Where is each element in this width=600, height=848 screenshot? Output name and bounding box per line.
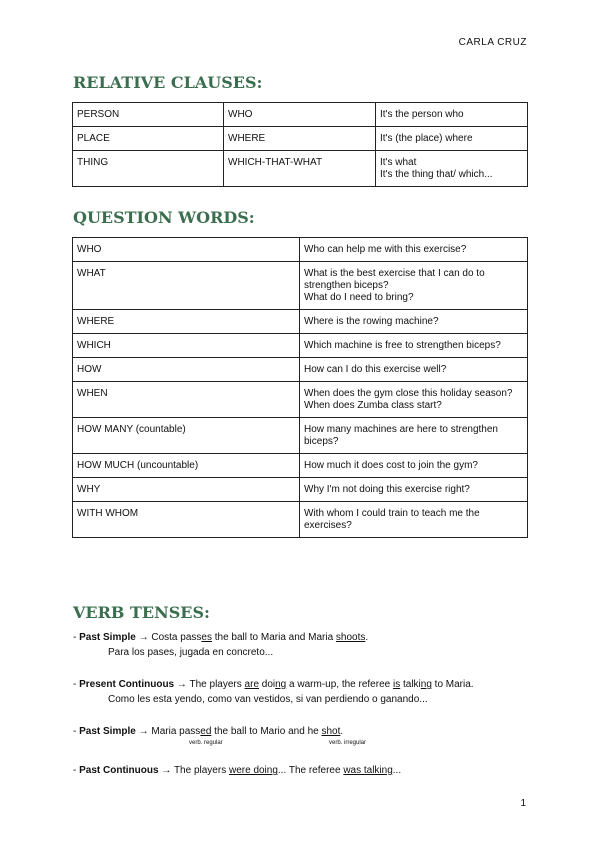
sentence-part: a warm-up, the referee — [286, 679, 393, 690]
table-row — [73, 262, 528, 310]
rc-example: It's (the place) where — [376, 127, 528, 151]
verb-tenses-heading: VERB TENSES: — [73, 603, 210, 622]
tense-past-simple-2 — [73, 724, 533, 751]
tense-line — [73, 630, 533, 645]
sentence-part: doi — [259, 679, 276, 690]
tense-line — [73, 677, 533, 692]
arrow: → — [174, 679, 190, 690]
rc-pronoun: WHO — [224, 103, 376, 127]
qw-word: HOW — [73, 358, 300, 382]
tense-label: Present Continuous — [79, 679, 175, 690]
qw-word: WHAT — [73, 262, 300, 310]
list-dash: - — [73, 679, 80, 690]
verb-ending: ng — [275, 679, 287, 690]
table-row — [73, 310, 528, 334]
list-dash: - — [73, 632, 80, 643]
sentence-part: to Maria. — [431, 679, 474, 690]
verb: were doing — [228, 765, 278, 776]
qw-example: How many machines are here to strengthen biceps? — [300, 418, 528, 454]
qw-word: WITH WHOM — [73, 502, 300, 538]
qw-example: Where is the rowing machine? — [300, 310, 528, 334]
question-words-heading: QUESTION WORDS: — [73, 208, 255, 227]
relative-clauses-table — [72, 102, 528, 187]
list-dash: - — [73, 726, 80, 737]
table-row — [73, 358, 528, 382]
relative-clauses-heading: RELATIVE CLAUSES: — [73, 73, 263, 92]
rc-example-line: It's the thing that/ which... — [380, 169, 493, 180]
tense-line — [73, 724, 533, 739]
sentence-part: ... — [392, 765, 402, 776]
table-row — [73, 238, 528, 262]
qw-word: WHO — [73, 238, 300, 262]
note-regular: verb. regular — [189, 740, 223, 746]
arrow: → — [135, 632, 152, 643]
table-row — [73, 103, 528, 127]
note-irregular: verb. irregular — [329, 740, 367, 746]
qw-example: How can I do this exercise well? — [300, 358, 528, 382]
table-row — [73, 502, 528, 538]
sentence-part: talki — [400, 679, 421, 690]
table-row — [73, 334, 528, 358]
rc-example: It's the person who — [376, 103, 528, 127]
table-row — [73, 418, 528, 454]
qw-example — [300, 262, 528, 310]
qw-example — [300, 382, 528, 418]
arrow: → — [135, 726, 152, 737]
verb-notes — [73, 739, 533, 751]
qw-example-line: When does the gym close this holiday season? — [304, 388, 513, 399]
rc-type: THING — [73, 151, 224, 187]
qw-word: WHICH — [73, 334, 300, 358]
qw-word: WHERE — [73, 310, 300, 334]
qw-example-line: What do I need to bring? — [304, 292, 414, 303]
rc-example-line: It's what — [380, 157, 417, 168]
sentence-part: The players — [173, 765, 229, 776]
translation: Como les esta yendo, como van vestidos, si van perdiendo o ganando... — [108, 694, 428, 705]
sentence-part: the ball to Mario and he — [211, 726, 322, 737]
verb-ending: ng — [420, 679, 432, 690]
tense-label: Past Simple — [79, 726, 136, 737]
page-number: 1 — [520, 798, 526, 809]
tense-past-continuous — [73, 763, 533, 778]
rc-pronoun: WHICH-THAT-WHAT — [224, 151, 376, 187]
rc-type: PERSON — [73, 103, 224, 127]
qw-word: WHY — [73, 478, 300, 502]
verb: was talking — [343, 765, 393, 776]
tense-line — [73, 763, 533, 778]
author-name: CARLA CRUZ — [458, 37, 527, 48]
rc-pronoun: WHERE — [224, 127, 376, 151]
qw-example-line: What is the best exercise that I can do to strengthen biceps? — [304, 268, 485, 291]
sentence-part: ... The referee — [277, 765, 344, 776]
rc-type: PLACE — [73, 127, 224, 151]
qw-word: HOW MANY (countable) — [73, 418, 300, 454]
verb: shot — [321, 726, 341, 737]
sentence-part: The players — [189, 679, 245, 690]
qw-example: Which machine is free to strengthen biceps? — [300, 334, 528, 358]
table-row — [73, 151, 528, 187]
table-row — [73, 454, 528, 478]
sentence-part: Maria pass — [151, 726, 201, 737]
verb-ending: ed — [200, 726, 212, 737]
verb: is — [392, 679, 401, 690]
qw-example: With whom I could train to teach me the exercises? — [300, 502, 528, 538]
question-words-table — [72, 237, 528, 538]
sentence-part: . — [365, 632, 369, 643]
tense-label: Past Simple — [79, 632, 136, 643]
verb: shoots — [335, 632, 366, 643]
tense-past-simple — [73, 630, 533, 660]
qw-example: Why I'm not doing this exercise right? — [300, 478, 528, 502]
translation: Para los pases, jugada en concreto... — [108, 647, 274, 658]
qw-word: WHEN — [73, 382, 300, 418]
table-row — [73, 382, 528, 418]
qw-example: Who can help me with this exercise? — [300, 238, 528, 262]
arrow: → — [158, 765, 174, 776]
verb: are — [244, 679, 259, 690]
tense-label: Past Continuous — [79, 765, 159, 776]
verb-ending: es — [201, 632, 212, 643]
tense-present-continuous — [73, 677, 533, 707]
qw-example: How much it does cost to join the gym? — [300, 454, 528, 478]
sentence-part: the ball to Maria and Maria — [211, 632, 336, 643]
table-row — [73, 127, 528, 151]
list-dash: - — [73, 765, 80, 776]
verb-tenses-list — [73, 630, 533, 795]
qw-word: HOW MUCH (uncountable) — [73, 454, 300, 478]
sentence-part: . — [340, 726, 344, 737]
rc-example — [376, 151, 528, 187]
sentence-part: Costa pass — [151, 632, 202, 643]
qw-example-line: When does Zumba class start? — [304, 400, 442, 411]
table-row — [73, 478, 528, 502]
